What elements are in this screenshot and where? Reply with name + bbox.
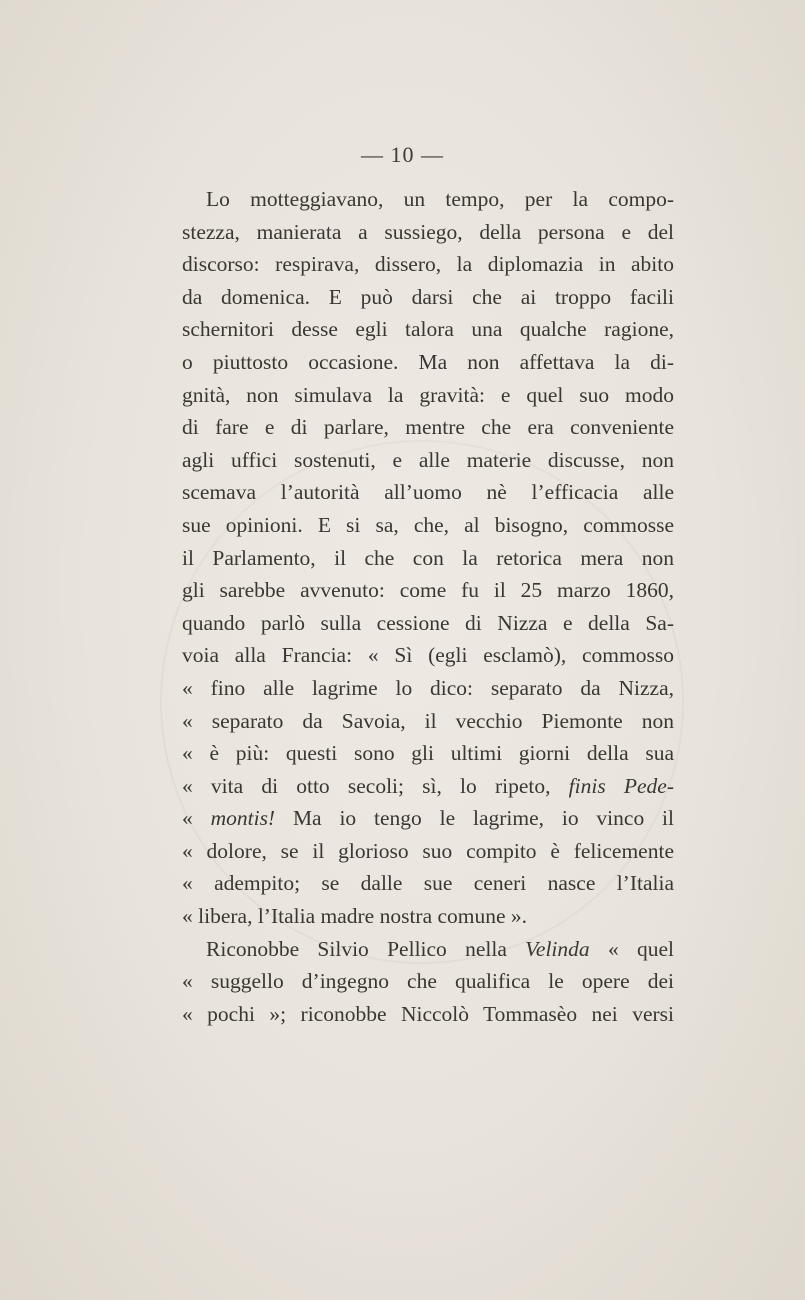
italic-segment: finis Pede- [568, 773, 674, 798]
text-line: scemava l’autorità all’uomo nè l’efficacia alle [182, 480, 674, 505]
text-line: voia alla Francia: « Sì (egli esclamò), commosso [182, 643, 674, 668]
text-line: o piuttosto occasione. Ma non affettava la di- [182, 349, 674, 374]
italic-segment: Velinda [525, 936, 590, 961]
text-line: « fino alle lagrime lo dico: separato da Nizza, [182, 675, 674, 700]
text-line: « pochi »; riconobbe Niccolò Tommasèo nei versi [182, 1001, 674, 1026]
text-line [182, 802, 674, 835]
text-line [182, 933, 674, 966]
text-line: « separato da Savoia, il vecchio Piemonte non [182, 708, 674, 733]
text-line: gnità, non simulava la gravità: e quel suo modo [182, 382, 674, 407]
text-line: gli sarebbe avvenuto: come fu il 25 marzo 1860, [182, 578, 674, 603]
text-line: « suggello d’ingegno che qualifica le opere dei [182, 969, 674, 994]
text-line: agli uffici sostenuti, e alle materie discusse, non [182, 447, 674, 472]
text-line: discorso: respirava, dissero, la diplomazia in abito [182, 252, 674, 277]
text-line: il Parlamento, il che con la retorica mera non [182, 545, 674, 570]
text-segment: « [182, 806, 211, 831]
text-segment: Ma io tengo le lagrime, io vinco il [275, 806, 674, 831]
text-line [182, 770, 674, 803]
text-line: schernitori desse egli talora una qualche ragione, [182, 317, 674, 342]
page-number: — 10 — [361, 142, 444, 167]
text-line: stezza, manierata a sussiego, della persona e del [182, 219, 674, 244]
text-line: quando parlò sulla cessione di Nizza e della Sa- [182, 610, 674, 635]
body-text [182, 183, 674, 1030]
text-line: da domenica. E può darsi che ai troppo facili [182, 284, 674, 309]
text-line: sue opinioni. E si sa, che, al bisogno, commosse [182, 512, 674, 537]
text-line: « è più: questi sono gli ultimi giorni della sua [182, 741, 674, 766]
text-line: « dolore, se il glorioso suo compito è felicemente [182, 838, 674, 863]
text-segment: « quel [589, 936, 674, 961]
italic-segment: montis! [210, 806, 276, 831]
text-segment: « vita di otto secoli; sì, lo ripeto, [182, 773, 569, 798]
text-segment: Riconobbe Silvio Pellico nella [206, 936, 526, 961]
text-line: « libera, l’Italia madre nostra comune ». [182, 904, 528, 929]
text-line: di fare e di parlare, mentre che era conveniente [182, 415, 674, 440]
text-line: Lo motteggiavano, un tempo, per la compo- [206, 187, 674, 211]
text-line: « adempito; se dalle sue ceneri nasce l’Italia [182, 871, 674, 896]
